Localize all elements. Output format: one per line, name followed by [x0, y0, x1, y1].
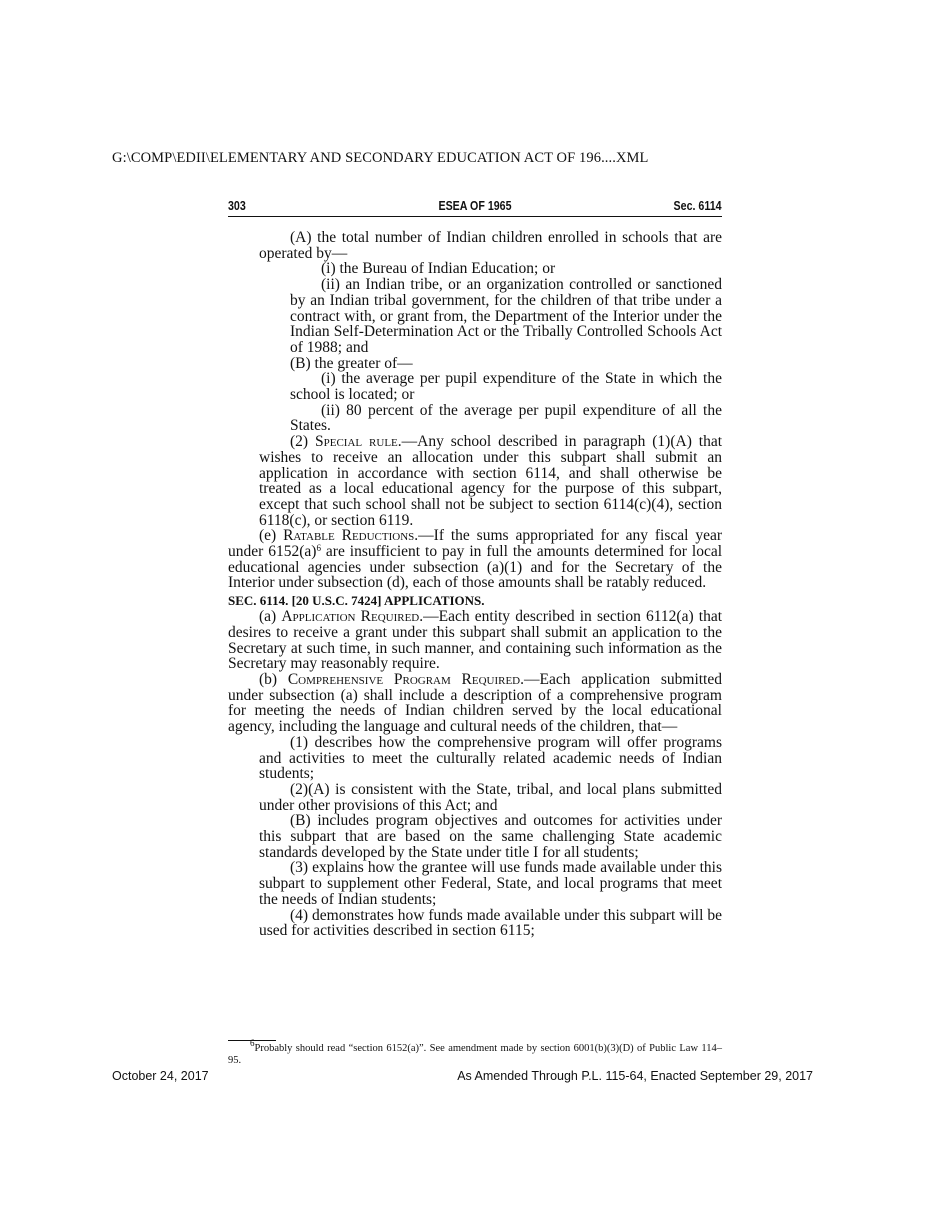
comp-lead: (b) — [259, 670, 288, 688]
special-rule-text: —Any school described in paragraph (1)(A) that wishes to receive an allocation under this subpart shall submit an application in accordance with section 6114, and shall otherwise be treated as a local educational agency for the purpose of this subpart, except that such school shall not be subject to section 6114(c)(4), section 6118(c), or section 6119. — [259, 433, 723, 529]
running-section: Sec. 6114 — [673, 198, 722, 213]
paragraph-a-i: (i) the Bureau of Indian Education; or — [321, 260, 556, 278]
ratable-text-b: are insufficient to pay in full the amounts determined for local educational agencies under subsection (a)(1) and for the Secretary of the Interior under subsection (d), each of those amounts shall be ratably reduced. — [228, 543, 723, 592]
special-rule-heading: Special rule. — [315, 433, 402, 451]
footnote-text: Probably should read “section 6152(a)”. See amendment made by section 6001(b)(3)(D) of Public Law 114–95. — [228, 1043, 722, 1066]
footnote — [228, 1038, 722, 1066]
paragraph-comprehensive-program — [228, 672, 722, 735]
paragraph-3: (3) explains how the grantee will use funds made available under this subpart to supplement other Federal, State, and local programs that meet the needs of Indian students; — [259, 859, 722, 908]
app-lead: (a) — [259, 608, 282, 626]
paragraph-a-ii: (ii) an Indian tribe, or an organization controlled or sanctioned by an Indian tribal government, for the children of that tribe under a contract with, or grant from, the Department of the Interior under the Indian Self-Determination Act or the Tribally Controlled Schools Act of 1988; and — [290, 276, 722, 356]
ratable-lead: (e) — [259, 527, 284, 545]
paragraph-1: (1) describes how the comprehensive program will offer programs and activities to meet the culturally related academic needs of Indian students; — [259, 733, 722, 783]
document-body — [228, 230, 722, 939]
running-head — [228, 198, 722, 217]
paragraph-b-ii: (ii) 80 percent of the average per pupil expenditure of all the States. — [290, 401, 722, 435]
footer-date: October 24, 2017 — [112, 1069, 209, 1083]
paragraph-2b: (B) includes program objectives and outcomes for activities under this subpart that are based on the same challenging State academic standards developed by the State under title I for all students; — [259, 812, 722, 861]
section-heading: SEC. 6114. [20 U.S.C. 7424] APPLICATIONS. — [228, 593, 485, 609]
paragraph-special-rule — [228, 434, 722, 528]
app-text: —Each entity described in section 6112(a) that desires to receive a grant under this subpart shall submit an application to the Secretary at such time, in such manner, and containing such information as the Secretary may reasonably require. — [228, 608, 723, 673]
paragraph-4: (4) demonstrates how funds made available under this subpart will be used for activities described in section 6115; — [259, 906, 722, 940]
running-title: ESEA OF 1965 — [438, 198, 512, 213]
app-heading: Application Required. — [281, 608, 424, 626]
comp-heading: Comprehensive Program Required. — [287, 670, 525, 688]
comp-text: —Each application submitted under subsection (a) shall include a description of a comprehensive program for meeting the needs of Indian children served by the local educational agency, including the language and cultural needs of the children, that— — [228, 670, 722, 736]
paragraph-a: (A) the total number of Indian children enrolled in schools that are operated by— — [259, 229, 722, 262]
paragraph-b: (B) the greater of— — [290, 354, 413, 372]
paragraph-2a: (2)(A) is consistent with the State, tribal, and local plans submitted under other provisions of this Act; and — [259, 780, 722, 814]
paragraph-b-i: (i) the average per pupil expenditure of the State in which the school is located; or — [290, 370, 722, 404]
ratable-heading: Ratable Reductions. — [283, 527, 419, 545]
page-number: 303 — [228, 198, 246, 213]
paragraph-application-required — [228, 609, 722, 672]
footnote-marker: 6 — [250, 1038, 255, 1048]
special-rule-lead: (2) — [290, 433, 315, 451]
footer-amended: As Amended Through P.L. 115-64, Enacted September 29, 2017 — [457, 1069, 813, 1083]
footnote-ref: 6 — [316, 543, 321, 554]
ratable-text-a: —If the sums appropriated for any fiscal year under 6152(a) — [228, 527, 722, 561]
file-path: G:\COMP\EDII\ELEMENTARY AND SECONDARY EDUCATION ACT OF 196....XML — [112, 150, 649, 166]
paragraph-ratable-reductions — [228, 528, 722, 591]
